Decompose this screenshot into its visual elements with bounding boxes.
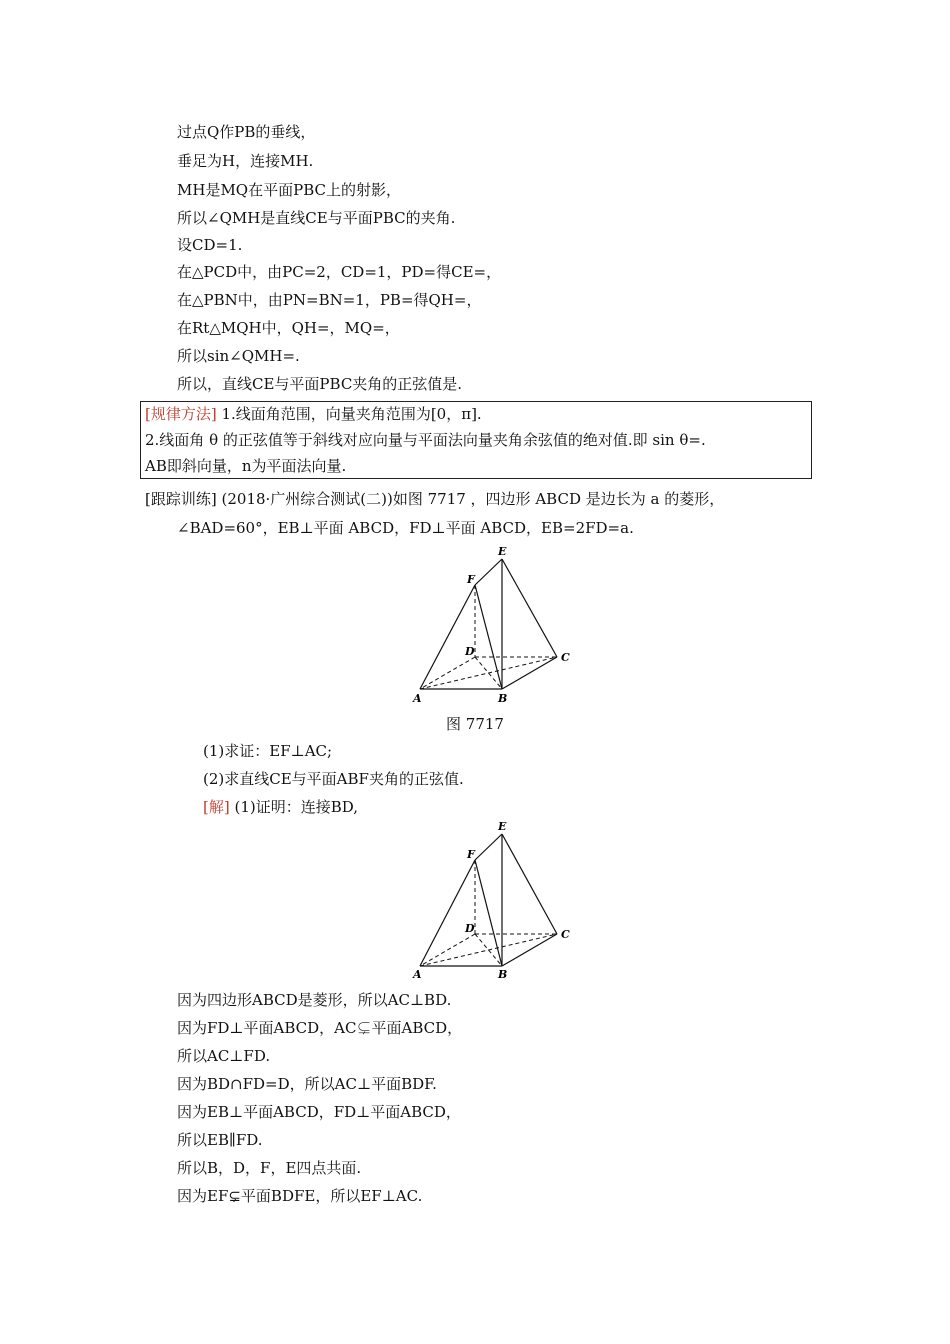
method-line-3: AB即斜向量，n为平面法向量. xyxy=(145,457,347,475)
label-C: C xyxy=(561,928,570,941)
exercise-text-1: (2018·广州综合测试(二))如图 7717 ，四边形 ABCD 是边长为 a 的菱形， xyxy=(221,490,725,508)
label-F: F xyxy=(467,573,475,586)
label-E: E xyxy=(498,545,507,558)
exercise-line-2: ∠BAD=60°，EB⊥平面 ABCD，FD⊥平面 ABCD，EB=2FD=a. xyxy=(177,519,634,537)
text-line: 过点Q作PB的垂线， xyxy=(177,123,316,141)
label-D: D xyxy=(465,645,475,658)
text-line: 在△PBN中，由PN=BN=1，PB=得QH=， xyxy=(177,291,482,309)
text-line: 因为FD⊥平面ABCD，AC⊊平面ABCD， xyxy=(177,1019,463,1037)
text-line: MH是MQ在平面PBC上的射影， xyxy=(177,181,401,199)
label-A: A xyxy=(413,968,422,980)
text-line: 设CD=1. xyxy=(177,236,243,254)
label-D: D xyxy=(465,922,475,935)
text-line: 在Rt△MQH中，QH=，MQ=， xyxy=(177,319,400,337)
text-line: 所以B，D，F，E四点共面. xyxy=(177,1159,362,1177)
text-line: 因为BD∩FD=D，所以AC⊥平面BDF. xyxy=(177,1075,437,1093)
question-2: (2)求直线CE与平面ABF夹角的正弦值. xyxy=(203,770,464,788)
figure-caption: 图 7717 xyxy=(446,715,504,733)
method-tag: [规律方法] xyxy=(145,405,217,423)
method-box xyxy=(140,401,812,479)
method-line-1 xyxy=(145,404,482,424)
method-text-1: 1.线面角范围，向量夹角范围为[0，π]. xyxy=(221,405,482,423)
text-line: 垂足为H，连接MH. xyxy=(177,152,314,170)
answer-start-line xyxy=(203,797,358,817)
text-line: 所以∠QMH是直线CE与平面PBC的夹角. xyxy=(177,209,456,227)
method-line-2: 2.线面角 θ 的正弦值等于斜线对应向量与平面法向量夹角余弦值的绝对值.即 sin θ=. xyxy=(145,431,706,449)
pyramid-figure-2 xyxy=(410,820,580,980)
exercise-line-1 xyxy=(145,489,724,509)
label-A: A xyxy=(413,692,422,705)
text-line: 因为EB⊥平面ABCD，FD⊥平面ABCD， xyxy=(177,1103,461,1121)
text-line: 因为四边形ABCD是菱形，所以AC⊥BD. xyxy=(177,991,452,1009)
label-B: B xyxy=(498,968,508,980)
label-F: F xyxy=(467,848,475,861)
pyramid-figure xyxy=(410,545,580,710)
text-line: 因为EF⊊平面BDFE，所以EF⊥AC. xyxy=(177,1187,423,1205)
exercise-tag: [跟踪训练] xyxy=(145,490,217,508)
text-line: 所以sin∠QMH=. xyxy=(177,347,300,365)
answer-tag: [解] xyxy=(203,798,230,816)
question-1: (1)求证：EF⊥AC; xyxy=(203,742,333,760)
label-B: B xyxy=(498,692,508,705)
text-line: 在△PCD中，由PC=2，CD=1，PD=得CE=， xyxy=(177,263,502,281)
label-C: C xyxy=(561,651,570,664)
text-line: 所以AC⊥FD. xyxy=(177,1047,271,1065)
text-line: 所以，直线CE与平面PBC夹角的正弦值是. xyxy=(177,375,463,393)
answer-start: (1)证明：连接BD, xyxy=(234,798,359,816)
label-E: E xyxy=(498,820,507,833)
text-line: 所以EB∥FD. xyxy=(177,1131,263,1149)
